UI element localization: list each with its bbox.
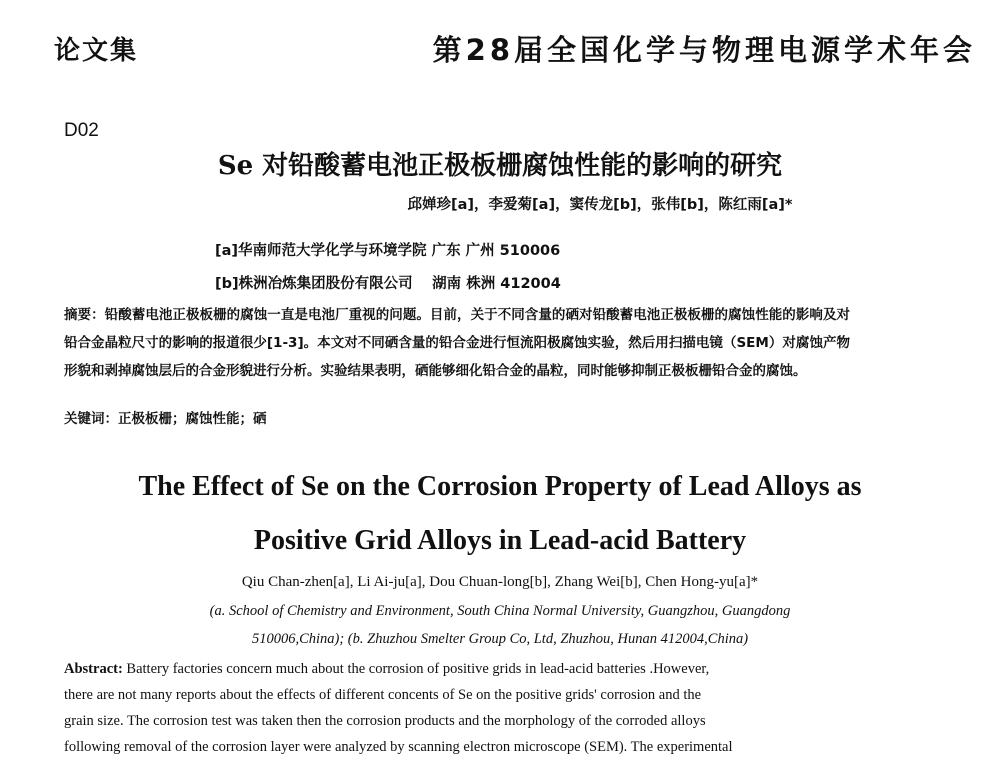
english-abstract-label: Abstract:	[64, 661, 123, 677]
english-abstract-line: grain size. The corrosion test was taken then the corrosion products and the morphology of the corroded alloys	[64, 713, 706, 729]
chinese-keywords	[64, 407, 267, 427]
conference-title: 第28届全国化学与物理电源学术年会	[432, 33, 976, 67]
chinese-keywords-label: 关键词：	[64, 411, 118, 427]
affiliation-a: [a]华南师范大学化学与环境学院 广东 广州 510006	[215, 243, 561, 259]
chinese-abstract	[64, 301, 850, 385]
english-abstract-line-text: Battery factories concern much about the corrosion of positive grids in lead-acid batteries .However,	[122, 661, 710, 677]
english-abstract	[64, 656, 850, 760]
english-abstract-line: following removal of the corrosion layer were analyzed by scanning electron microscope (SEM). The experimental	[64, 739, 733, 755]
chinese-abstract-text: 铅酸蓄电池正极板栅的腐蚀一直是电池厂重视的问题。目前，关于不同含量的硒对铅酸蓄电池正极板栅的腐蚀性能的影响及对铅合金晶粒尺寸的影响的报道很少[1-3]。本文对不同硒含量的铅合金进行恒流阳极腐蚀实验，然后用扫描电镜（SEM）对腐蚀产物形貌和剥掉腐蚀层后的合金形貌进行分析。实验结果表明，硒能够细化铅合金的晶粒，同时能够抑制正极板栅铅合金的腐蚀。	[64, 307, 851, 379]
english-affiliation-line-1: (a. School of Chemistry and Environment, South China Normal University, Guangzhou, Guangdong	[209, 603, 791, 619]
affiliation-b: [b]株洲冶炼集团股份有限公司 湖南 株洲 412004	[215, 276, 561, 292]
paper-code: D02	[64, 120, 99, 141]
english-title-line-2: Positive Grid Alloys in Lead-acid Battery	[253, 525, 747, 556]
chinese-authors: 邱婵珍[a]，李爱菊[a]，窦传龙[b]，张伟[b]，陈红雨[a]*	[407, 197, 793, 213]
chinese-title: Se 对铅酸蓄电池正极板栅腐蚀性能的影响的研究	[217, 151, 783, 181]
chinese-abstract-label: 摘要：	[64, 307, 105, 323]
english-abstract-line: there are not many reports about the effects of different concents of Se on the positive grids' corrosion and the	[64, 687, 702, 703]
english-title-line-1: The Effect of Se on the Corrosion Property of Lead Alloys as	[138, 471, 862, 502]
proceedings-label: 论文集	[54, 36, 139, 66]
chinese-keywords-text: 正极板栅；腐蚀性能；硒	[118, 411, 267, 427]
english-affiliation-line-2: 510006,China); (b. Zhuzhou Smelter Group Co, Ltd, Zhuzhou, Hunan 412004,China)	[251, 631, 749, 647]
english-authors: Qiu Chan-zhen[a], Li Ai-ju[a], Dou Chuan-long[b], Zhang Wei[b], Chen Hong-yu[a]*	[241, 574, 759, 590]
english-abstract-line	[64, 656, 850, 682]
